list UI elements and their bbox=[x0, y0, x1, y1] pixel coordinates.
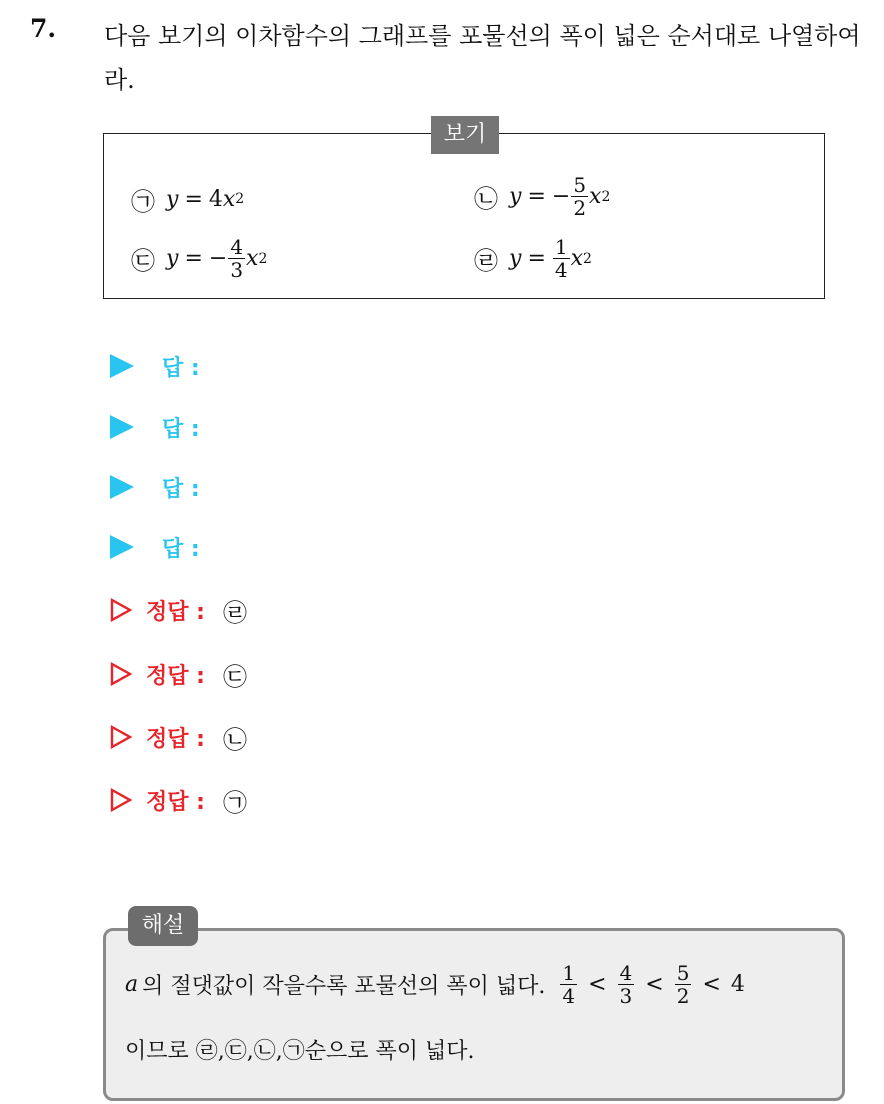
equals-sign: = bbox=[527, 246, 546, 271]
fraction bbox=[571, 174, 588, 219]
outline-triangle-icon bbox=[110, 598, 132, 622]
fraction bbox=[675, 962, 692, 1007]
correct-label: 정답 : bbox=[146, 726, 205, 752]
variable-a: a bbox=[125, 972, 139, 997]
answer-line[interactable] bbox=[110, 348, 200, 384]
less-than: < bbox=[645, 972, 664, 997]
exponent: 2 bbox=[583, 250, 592, 267]
correct-answer-line bbox=[110, 719, 247, 755]
choice-a bbox=[130, 186, 245, 216]
numerator: 1 bbox=[562, 961, 576, 985]
choice-marker: ㉡ bbox=[474, 185, 498, 213]
choice-var: y bbox=[166, 246, 179, 271]
answer-line[interactable] bbox=[110, 469, 200, 505]
explanation-line-1 bbox=[125, 962, 745, 1007]
answer-label: 답 : bbox=[162, 476, 200, 502]
denominator: 2 bbox=[573, 196, 587, 220]
last-value: 4 bbox=[730, 972, 745, 997]
choice-coef: 4 bbox=[208, 186, 223, 212]
explanation-text: 의 절댓값이 작을수록 포물선의 폭이 넓다. bbox=[142, 974, 546, 999]
choice-var: y bbox=[166, 186, 179, 212]
denominator: 3 bbox=[230, 258, 244, 282]
bogi-label: 보기 bbox=[431, 116, 499, 154]
filled-triangle-icon bbox=[110, 535, 134, 559]
minus-sign: − bbox=[208, 246, 228, 271]
fraction bbox=[618, 962, 635, 1007]
inequality bbox=[559, 962, 745, 1007]
filled-triangle-icon bbox=[110, 354, 134, 378]
correct-label: 정답 : bbox=[146, 789, 205, 815]
correct-value: ㉢ bbox=[222, 662, 247, 691]
less-than: < bbox=[588, 972, 607, 997]
correct-label: 정답 : bbox=[146, 599, 205, 625]
outline-triangle-icon bbox=[110, 662, 132, 686]
correct-answer-line bbox=[110, 782, 247, 818]
numerator: 1 bbox=[554, 235, 568, 259]
outline-triangle-icon bbox=[110, 788, 132, 812]
explanation-box bbox=[103, 928, 845, 1101]
denominator: 3 bbox=[619, 984, 633, 1008]
outline-triangle-icon bbox=[110, 725, 132, 749]
choice-var: y bbox=[509, 184, 522, 209]
equals-sign: = bbox=[527, 184, 546, 209]
correct-answer-line bbox=[110, 592, 247, 628]
fraction bbox=[228, 236, 245, 281]
choice-marker: ㉠ bbox=[131, 187, 155, 216]
fraction bbox=[560, 962, 577, 1007]
correct-value: ㉠ bbox=[222, 788, 247, 817]
numerator: 5 bbox=[676, 961, 690, 985]
correct-value: ㉣ bbox=[222, 598, 247, 627]
question-text: 다음 보기의 이차함수의 그래프를 포물선의 폭이 넓은 순서대로 나열하여라. bbox=[104, 22, 861, 94]
question-number: 7. bbox=[30, 14, 57, 43]
choice-c bbox=[130, 236, 267, 281]
choice-x: x bbox=[570, 246, 584, 271]
numerator: 4 bbox=[230, 235, 244, 259]
filled-triangle-icon bbox=[110, 475, 134, 499]
choice-marker: ㉢ bbox=[131, 247, 155, 275]
equals-sign: = bbox=[184, 186, 203, 212]
equals-sign: = bbox=[184, 246, 203, 271]
explanation-line-2: 이므로 ㉣,㉢,㉡,㉠순으로 폭이 넓다. bbox=[125, 1039, 475, 1064]
numerator: 5 bbox=[573, 173, 587, 197]
denominator: 2 bbox=[676, 984, 690, 1008]
choice-b bbox=[473, 174, 610, 219]
choice-x: x bbox=[246, 246, 259, 271]
answer-line[interactable] bbox=[110, 529, 200, 565]
answer-label: 답 : bbox=[162, 416, 200, 442]
choice-marker: ㉣ bbox=[474, 247, 498, 275]
correct-answer-line bbox=[110, 656, 247, 692]
answer-line[interactable] bbox=[110, 409, 200, 445]
correct-label: 정답 : bbox=[146, 663, 205, 689]
exponent: 2 bbox=[258, 250, 268, 267]
choice-var: y bbox=[509, 246, 522, 271]
less-than: < bbox=[702, 972, 721, 997]
minus-sign: − bbox=[551, 184, 571, 209]
choice-x: x bbox=[222, 186, 236, 212]
explanation-label: 해설 bbox=[128, 906, 198, 946]
correct-value: ㉡ bbox=[222, 725, 247, 754]
answer-label: 답 : bbox=[162, 536, 200, 562]
filled-triangle-icon bbox=[110, 415, 134, 439]
choice-d bbox=[473, 236, 592, 281]
denominator: 4 bbox=[562, 984, 576, 1008]
denominator: 4 bbox=[554, 258, 568, 282]
answer-label: 답 : bbox=[162, 355, 200, 381]
fraction bbox=[553, 236, 570, 281]
exponent: 2 bbox=[601, 188, 611, 205]
exponent: 2 bbox=[235, 191, 245, 207]
choice-x: x bbox=[589, 184, 602, 209]
numerator: 4 bbox=[619, 961, 633, 985]
